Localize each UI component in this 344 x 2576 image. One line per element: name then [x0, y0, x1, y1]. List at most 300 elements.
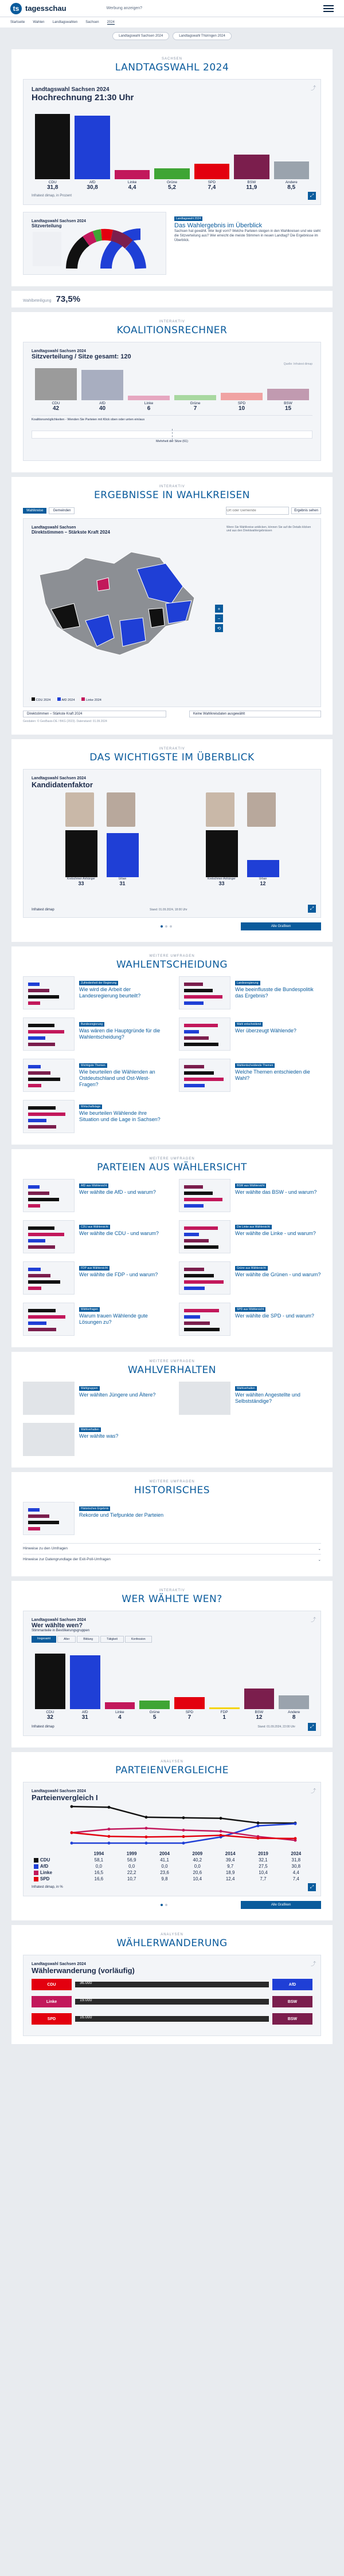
- map-hint: Wenn Sie Wahlkreise anklicken, können Sie auf die Details klicken und aus den Direktwahlergebnissen: [226, 526, 311, 532]
- card-title: Landtagswahl Sachsen 2024: [32, 219, 86, 223]
- series-point: [145, 1827, 148, 1830]
- table-cell: 7,7: [260, 1876, 267, 1881]
- flow-arrow: [75, 1999, 269, 2005]
- table-cell: 16,6: [94, 1876, 104, 1881]
- seat-values: [32, 405, 312, 412]
- series-point: [257, 1821, 260, 1824]
- bar-value: 31,8: [46, 184, 58, 191]
- bar-label: Linke: [144, 401, 154, 405]
- bar-linke: [115, 170, 150, 179]
- series-label: CDU: [40, 1857, 50, 1863]
- source-note: Infratest dimap, in %: [32, 1885, 63, 1889]
- search-input[interactable]: [226, 507, 289, 515]
- series-point: [220, 1834, 222, 1837]
- article-title[interactable]: Wer wählte die FDP - und warum?: [79, 1272, 158, 1277]
- zoom-in-icon[interactable]: +: [215, 605, 223, 613]
- article-title[interactable]: Welche Themen entschieden die Wahl?: [235, 1069, 310, 1081]
- article-teaser[interactable]: [179, 1220, 321, 1253]
- series-line-cdu: [72, 1806, 295, 1823]
- sitz-row: [23, 212, 321, 275]
- region-cdu: [148, 608, 165, 628]
- bar-label: SPD: [208, 180, 216, 184]
- sitz-card: [23, 212, 166, 275]
- wer-card: [23, 1611, 321, 1736]
- candidate-label: Kretschmer-Anhänger: [208, 877, 236, 881]
- article-tag: Die Linke aus Wählersicht: [235, 1225, 272, 1229]
- article-title[interactable]: Wer überzeugt Wählende?: [235, 1028, 296, 1033]
- series-name: [32, 1876, 83, 1882]
- reset-icon[interactable]: ⟲: [215, 624, 223, 632]
- candidate-label: Urban: [118, 877, 127, 881]
- candidate-photo: [65, 792, 94, 827]
- bar-value: 1: [222, 1714, 226, 1721]
- article-tag: SPD aus Wählersicht: [235, 1307, 265, 1312]
- article-teaser[interactable]: [179, 1303, 321, 1336]
- card-subtitle: Parteienvergleich I: [32, 1793, 98, 1802]
- vergleich-card: [23, 1782, 321, 1896]
- article-title[interactable]: Rekorde und Tiefpunkte der Parteien: [79, 1512, 164, 1518]
- article-text: [235, 1382, 321, 1415]
- article-thumbnail: [179, 1179, 230, 1212]
- article-teaser[interactable]: [23, 1017, 165, 1051]
- bar-label: Grüne: [190, 401, 201, 405]
- card-title: Landtagswahl Sachsen 2024: [32, 86, 110, 93]
- pill-sachsen[interactable]: Landtagswahl Sachsen 2024: [112, 32, 169, 40]
- article-title[interactable]: Wer wählte die AfD - und warum?: [79, 1189, 156, 1195]
- share-icon[interactable]: ⤴: [310, 1788, 316, 1794]
- article-tag: Historisches Ergebnis: [79, 1506, 110, 1511]
- breadcrumb-item[interactable]: Landtagswahlen: [52, 21, 78, 24]
- section-wichtigste: [11, 739, 333, 942]
- logo-text: tagesschau: [25, 4, 67, 13]
- bar-label: BSW: [255, 1710, 264, 1714]
- breadcrumb-item-active[interactable]: 2024: [107, 20, 115, 24]
- bar-value: 8: [292, 1714, 296, 1721]
- series-point: [182, 1842, 185, 1845]
- candidate-group: [206, 792, 279, 886]
- candidate-bar: [107, 833, 139, 877]
- series-point: [145, 1816, 148, 1818]
- article-tag: Wahlverhalten: [79, 1427, 101, 1432]
- bar-afd: [75, 116, 110, 179]
- table-cell: 20,6: [193, 1870, 202, 1875]
- series-name: [32, 1863, 83, 1869]
- bar-label: Andere: [288, 1710, 300, 1714]
- article-teaser[interactable]: [179, 1059, 321, 1092]
- bar-label: FDP: [220, 1710, 228, 1714]
- section-kicker: INTERAKTIV: [159, 1589, 185, 1592]
- bar-andere: [279, 1695, 309, 1709]
- article-tag: Wahlentscheidende Themen: [235, 1063, 275, 1068]
- seat-labels: [32, 401, 312, 405]
- article-thumbnail: [23, 1382, 75, 1415]
- article-text: [79, 1502, 163, 1535]
- article-title[interactable]: Wer wählte was?: [79, 1433, 119, 1439]
- expand-icon[interactable]: ⤢: [308, 1883, 316, 1891]
- table-header-cell: 2009: [192, 1851, 203, 1856]
- zoom-out-icon[interactable]: −: [215, 614, 223, 622]
- table-header-cell: [32, 1851, 83, 1857]
- tab-taetigkeit[interactable]: Tätigkeit: [100, 1636, 124, 1643]
- bar-cdu: [35, 1654, 65, 1709]
- article-teaser[interactable]: [23, 1303, 165, 1336]
- article-teaser[interactable]: [23, 1423, 165, 1456]
- section-title: KOALITIONSRECHNER: [116, 325, 228, 336]
- card-footer: [32, 1725, 312, 1729]
- menu-icon[interactable]: [323, 5, 334, 12]
- section-wanderung: [11, 1925, 333, 2044]
- bar-value: 4,4: [128, 184, 136, 191]
- table-header-cell: 2024: [291, 1851, 302, 1856]
- table-cell: 41,1: [160, 1857, 169, 1863]
- article-tag: Zufriedenheit der Regierung: [79, 981, 118, 985]
- teaser-title[interactable]: Das Wahlergebnis im Überblick: [174, 222, 263, 229]
- series-point: [71, 1805, 73, 1808]
- majority-label: Mehrheit der Sitze (61): [156, 440, 188, 443]
- expand-icon[interactable]: ⤢: [308, 905, 316, 913]
- series-line-afd: [72, 1824, 295, 1843]
- candidate-bar: [206, 830, 238, 877]
- article-title[interactable]: Wer wählten Jüngere und Ältere?: [79, 1392, 156, 1398]
- article-title[interactable]: Wer wählten Angestellte und Selbstständige?: [235, 1392, 300, 1404]
- search-button[interactable]: Ergebnis sehen: [291, 507, 321, 514]
- flow-row: [32, 2011, 312, 2026]
- bar-value: 6: [147, 405, 151, 412]
- breadcrumb-item[interactable]: Wahlen: [33, 21, 45, 24]
- expand-icon[interactable]: ⤢: [308, 192, 316, 200]
- flow-to: BSW: [272, 1996, 312, 2007]
- bar-spd: [221, 393, 263, 400]
- table-cell: 30,8: [291, 1864, 301, 1869]
- section-parteien: [11, 1149, 333, 1347]
- source-note: Infratest dimap: [32, 908, 54, 912]
- source-note: Infratest dimap: [32, 1725, 54, 1729]
- map-legend: [32, 697, 101, 702]
- section-title: WAHLVERHALTEN: [128, 1364, 216, 1376]
- section-kicker: INTERAKTIV: [159, 747, 185, 751]
- bar-label: CDU: [52, 401, 60, 405]
- bar-value: 10: [238, 405, 245, 412]
- turnout-label: Wahlbeteiligung: [23, 299, 52, 303]
- faq-item[interactable]: Hinweise zu den Umfragen ⌄: [23, 1543, 321, 1554]
- article-thumbnail: [179, 976, 230, 1009]
- article-tag: Wirtschaftslage: [79, 1104, 102, 1109]
- section-wahlkreise: [11, 477, 333, 735]
- series-point: [71, 1831, 73, 1834]
- article-tag: Wahlverhalten: [235, 1386, 257, 1391]
- bar-value: 40: [99, 405, 106, 412]
- bar-cdu: [35, 368, 77, 400]
- bar-value: 42: [52, 405, 60, 412]
- series-label: Linke: [40, 1870, 52, 1875]
- legend-cdu: CDU 2024: [32, 697, 50, 702]
- candidate: [65, 792, 97, 886]
- flow-value: 19.000: [80, 1998, 92, 2002]
- section-title: WÄHLERWANDERUNG: [116, 1938, 228, 1949]
- seat-legend-box: [33, 232, 61, 266]
- article-text: [79, 1059, 165, 1092]
- article-title[interactable]: Wie beeinflusste die Bundespolitik das Ergebnis?: [235, 987, 314, 999]
- article-grid: [23, 1502, 321, 1535]
- bar-label: AfD: [99, 401, 105, 405]
- teaser-text: Sachsen hat gewählt. Wer liegt vorn? Welche Parteien steigen in den Wahlkreisen und wie sieht die Sitzverteilung aus? Wer erreicht die meiste Stimmen in neuen Landtag? Die Ergebnisse im Überblick.: [174, 230, 321, 243]
- pill-thueringen[interactable]: Landtagswahl Thüringen 2024: [173, 32, 232, 40]
- card-subtitle: Wählerwanderung (vorläufig): [32, 1966, 135, 1975]
- article-title[interactable]: Wie wird die Arbeit der Landesregierung beurteilt?: [79, 987, 141, 999]
- bar-bsw: [267, 389, 309, 400]
- comparison-table: [32, 1851, 312, 1882]
- bar-value: 32: [46, 1714, 53, 1721]
- share-icon[interactable]: ⤴: [310, 85, 316, 91]
- series-point: [145, 1836, 148, 1839]
- article-teaser[interactable]: [23, 976, 165, 1009]
- article-title[interactable]: Wer wählte das BSW - und warum?: [235, 1189, 317, 1195]
- card-title: Landtagswahl Sachsen 2024: [32, 1962, 86, 1966]
- bar-value: 11,9: [246, 184, 257, 191]
- article-thumbnail: [179, 1220, 230, 1253]
- bar-value: 12: [256, 1714, 263, 1721]
- zoom-controls: [215, 605, 223, 632]
- tab-wahlkreise[interactable]: Wahlkreise: [23, 508, 46, 514]
- table-cell: 16,5: [94, 1870, 104, 1875]
- candidate-label: Urban: [259, 877, 267, 881]
- map-footnote: Geodaten: © GeoBasis-DE / BKG (2023). Datenstand: 01.09.2024: [23, 720, 107, 723]
- article-grid: [23, 1382, 321, 1456]
- section-title: DAS WICHTIGSTE IM ÜBERBLICK: [89, 752, 255, 763]
- article-text: [235, 1017, 296, 1051]
- flow-arrow: [75, 1982, 269, 1987]
- table-cell: 10,7: [127, 1876, 136, 1881]
- series-point: [108, 1806, 111, 1809]
- tab-konfession[interactable]: Konfession: [125, 1636, 152, 1643]
- logo[interactable]: [10, 3, 67, 14]
- table-row: [32, 1863, 312, 1869]
- article-teaser[interactable]: [23, 1100, 165, 1133]
- candidate-photo: [206, 792, 234, 827]
- article-title[interactable]: Wer wählte die CDU - und warum?: [79, 1230, 159, 1236]
- all-graphics-button[interactable]: Alle Grafiken: [241, 1901, 321, 1909]
- table-header-cell: 2019: [258, 1851, 268, 1856]
- bar-label: SPD: [185, 1710, 194, 1714]
- bar-value: 15: [284, 405, 292, 412]
- candidate-value: 33: [218, 881, 225, 886]
- flow-value: 36.000: [80, 1981, 92, 1985]
- flow-to: BSW: [272, 2013, 312, 2025]
- table-cell: 4,4: [292, 1870, 299, 1875]
- article-thumbnail: [23, 1220, 75, 1253]
- article-thumbnail: [23, 1017, 75, 1051]
- chevron-down-icon: ⌄: [318, 1547, 321, 1551]
- article-teaser[interactable]: [23, 1220, 165, 1253]
- seat-bars: [32, 366, 312, 400]
- section-title: WER WÄHLTE WEN?: [122, 1593, 222, 1605]
- logo-icon: ts: [10, 3, 22, 14]
- article-title[interactable]: Warum trauen Wählende gute Lösungen zu?: [79, 1313, 148, 1325]
- table-cell: 0,0: [161, 1864, 168, 1869]
- article-text: [79, 1179, 156, 1212]
- wahlkreis-map[interactable]: [34, 535, 206, 672]
- article-thumbnail: [179, 1059, 230, 1092]
- candidate-groups: [32, 792, 312, 886]
- election-switch: [11, 27, 333, 45]
- article-thumbnail: [179, 1303, 230, 1336]
- candidate: [206, 792, 238, 886]
- flow-from: Linke: [32, 1996, 72, 2007]
- article-tag: BSW aus Wählersicht: [235, 1184, 266, 1188]
- bar-grüne: [174, 395, 216, 400]
- turnout-row: [11, 291, 333, 307]
- article-text: [79, 1382, 155, 1415]
- candidate: [247, 792, 279, 886]
- bar-bsw: [244, 1689, 275, 1709]
- carousel-dots[interactable]: [161, 1904, 167, 1906]
- all-graphics-button[interactable]: Alle Grafiken: [241, 922, 321, 930]
- article-teaser[interactable]: [23, 1382, 165, 1415]
- article-title[interactable]: Wer wählte die Linke - und warum?: [235, 1230, 316, 1236]
- table-cell: 10,4: [193, 1876, 202, 1881]
- card-subtitle: Sitzverteilung / Sitze gesamt: 120: [32, 353, 131, 360]
- bar-grüne: [139, 1701, 170, 1709]
- ad-toggle[interactable]: Werbung anzeigen?: [106, 6, 143, 10]
- carousel-dots[interactable]: [161, 925, 172, 928]
- article-thumbnail: [23, 1261, 75, 1295]
- bar-label: Linke: [127, 180, 137, 184]
- article-text: [235, 1261, 320, 1295]
- table-cell: 18,9: [225, 1870, 235, 1875]
- article-teaser[interactable]: [179, 1179, 321, 1212]
- article-thumbnail: [179, 1382, 230, 1415]
- article-text: [235, 1059, 321, 1092]
- map-controls: [23, 507, 321, 515]
- series-point: [257, 1824, 260, 1827]
- article-tag: CDU aus Wählersicht: [79, 1225, 110, 1229]
- group-tabs: [32, 1636, 312, 1643]
- article-thumbnail: [179, 1261, 230, 1295]
- candidate-value: 12: [260, 881, 266, 886]
- article-teaser[interactable]: [23, 1179, 165, 1212]
- bar-spd: [194, 164, 229, 179]
- section-title: PARTEIEN AUS WÄHLERSICHT: [97, 1162, 247, 1173]
- article-tag: Landesregierung: [235, 981, 260, 985]
- bar-label: AfD: [81, 1710, 88, 1714]
- article-title[interactable]: Was wären die Hauptgründe für die Wahlentscheidung?: [79, 1028, 161, 1040]
- section-kicker: WEITERE UMFRAGEN: [149, 954, 195, 958]
- kandidat-card: [23, 769, 321, 918]
- article-teaser[interactable]: [179, 976, 321, 1009]
- article-teaser[interactable]: [179, 1261, 321, 1295]
- article-text: [79, 976, 165, 1009]
- bar-label: Grüne: [149, 1710, 160, 1714]
- tab-insgesamt[interactable]: Insgesamt: [32, 1636, 56, 1643]
- tab-bildung[interactable]: Bildung: [77, 1636, 99, 1643]
- hochrechnung-card: [23, 79, 321, 205]
- series-point: [145, 1842, 148, 1845]
- card-title: Landtagswahl Sachsen 2024: [32, 349, 86, 353]
- share-icon[interactable]: ⤴: [310, 1961, 316, 1967]
- article-tag: Wählerfragen: [79, 1307, 100, 1312]
- faq-item[interactable]: Hinweise zur Datengrundlage der Exit-Poll-Umfragen ⌄: [23, 1554, 321, 1565]
- bar-fdp: [209, 1707, 240, 1709]
- chevron-down-icon: ⌄: [318, 1558, 321, 1562]
- bar-linke: [128, 396, 170, 400]
- series-name: [32, 1869, 83, 1876]
- article-text: [235, 1179, 316, 1212]
- card-subtitle: Hochrechnung 21:30 Uhr: [32, 93, 134, 102]
- bar-value: 5: [153, 1714, 157, 1721]
- wer-labels: [32, 1710, 312, 1714]
- bar-label: Linke: [115, 1710, 124, 1714]
- breadcrumb: [0, 17, 344, 27]
- series-name: [32, 1857, 83, 1863]
- article-title[interactable]: Wie beurteilen Wählende ihre Situation und die Lage in Sachsen?: [79, 1110, 161, 1122]
- section-kicker: WEITERE UMFRAGEN: [149, 1480, 195, 1484]
- breadcrumb-item[interactable]: Sachsen: [85, 21, 99, 24]
- section-title: HISTORISCHES: [134, 1485, 210, 1496]
- breadcrumb-item[interactable]: Startseite: [10, 21, 25, 24]
- metric-select[interactable]: Direktstimmen – Stärkste Kraft 2024: [23, 711, 166, 717]
- table-cell: 58,1: [94, 1857, 104, 1863]
- bar-cdu: [35, 114, 70, 179]
- carousel-footer: [23, 922, 321, 930]
- table-row: [32, 1869, 312, 1876]
- card-subtitle: Sitzverteilung: [32, 223, 62, 228]
- article-tag: Wichtigste Themen: [79, 1063, 107, 1068]
- article-teaser[interactable]: [179, 1382, 321, 1415]
- hint: Koalitionsmöglichkeiten - Wenden Sie Parteien mit Klick oben oder unten ein/aus: [32, 415, 312, 421]
- bar-value: 4: [118, 1714, 122, 1721]
- bar-label: SPD: [237, 401, 246, 405]
- article-tag: Grüne aus Wählersicht: [235, 1266, 268, 1271]
- bar-label: CDU: [46, 1710, 54, 1714]
- legend-linke: Linke 2024: [81, 697, 101, 702]
- section-wahlverhalten: [11, 1352, 333, 1468]
- table-header-cell: 2014: [225, 1851, 236, 1856]
- table-cell: 40,2: [193, 1857, 202, 1863]
- flow-arrow: [75, 2016, 269, 2022]
- table-header-cell: 2004: [159, 1851, 170, 1856]
- section-kicker: SACHSEN: [161, 57, 182, 61]
- date-note: Stand: 01.09.2024, 22:00 Uhr: [257, 1725, 295, 1729]
- tab-gemeinden[interactable]: Gemeinden: [49, 507, 75, 514]
- series-point: [71, 1842, 73, 1845]
- candidate: [107, 792, 139, 886]
- section-title: PARTEIENVERGLEICHE: [115, 1765, 229, 1776]
- table-row: [32, 1876, 312, 1882]
- article-title[interactable]: Wer wählte die Grünen - und warum?: [235, 1272, 321, 1277]
- share-icon[interactable]: ⤴: [310, 1617, 316, 1623]
- sitz-teaser[interactable]: [174, 212, 321, 275]
- article-text: [235, 1303, 314, 1336]
- bar-label: AfD: [89, 180, 96, 184]
- tab-alter[interactable]: Alter: [57, 1636, 76, 1643]
- article-title[interactable]: Wie beurteilen die Wählenden an Ostdeutschland und Ost-West-Fragen?: [79, 1069, 155, 1087]
- series-point: [294, 1837, 297, 1840]
- candidate-photo: [107, 792, 135, 827]
- table-cell: 9,8: [161, 1876, 168, 1881]
- article-title[interactable]: Wer wählte die SPD - und warum?: [235, 1313, 314, 1319]
- expand-icon[interactable]: ⤢: [308, 1723, 316, 1731]
- bar-label: Andere: [285, 180, 298, 184]
- article-teaser[interactable]: [179, 1017, 321, 1051]
- card-title: Landtagswahl Sachsen 2024: [32, 1789, 86, 1793]
- district-select[interactable]: Keine Wahlkreisdaten ausgewählt: [189, 711, 321, 717]
- article-teaser[interactable]: [23, 1261, 165, 1295]
- article-teaser[interactable]: [23, 1502, 165, 1535]
- article-text: [79, 1017, 165, 1051]
- article-teaser[interactable]: [23, 1059, 165, 1092]
- section-title: LANDTAGSWAHL 2024: [115, 62, 229, 73]
- section-wahlentscheidung: [11, 946, 333, 1145]
